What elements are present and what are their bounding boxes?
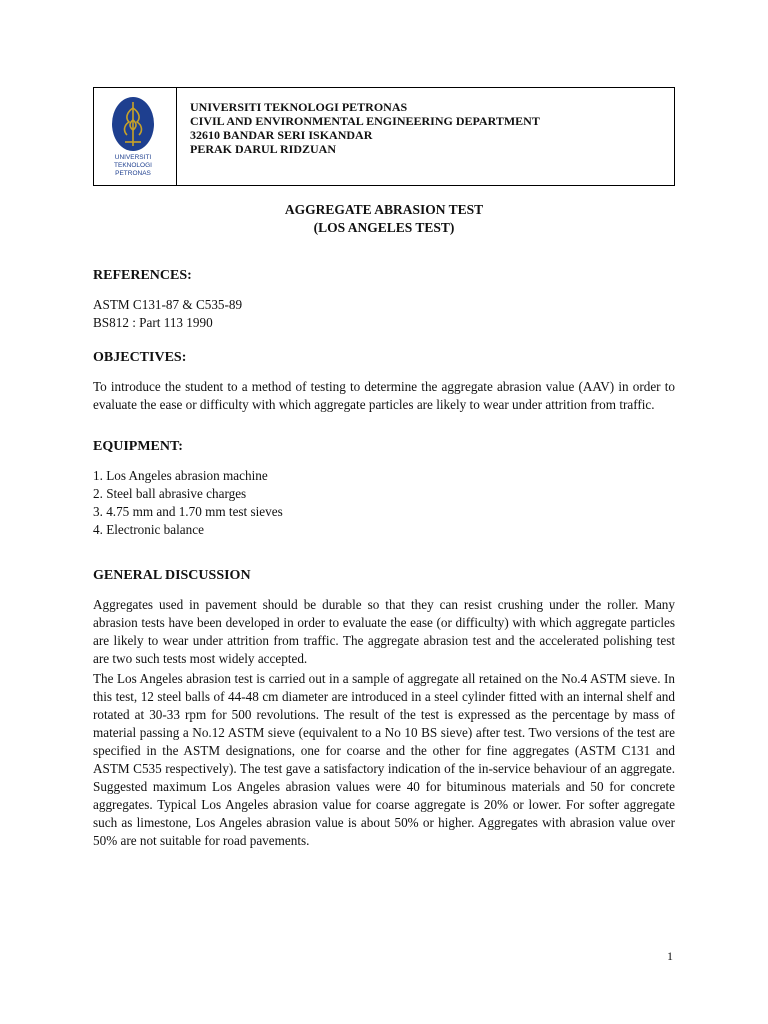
equipment-item: 3. 4.75 mm and 1.70 mm test sieves bbox=[93, 504, 283, 519]
equipment-item: 4. Electronic balance bbox=[93, 522, 204, 537]
equipment-heading: EQUIPMENT: bbox=[93, 439, 183, 454]
institution-name: UNIVERSITI TEKNOLOGI PETRONAS bbox=[190, 100, 408, 114]
discussion-paragraph-2: The Los Angeles abrasion test is carried out in a sample of aggregate all retained on the No.4 ASTM sieve. In this test, 12 steel balls of 44-48 cm diameter are introduced in a steel cylinder fitted with an internal shelf and rotated at 30-33 rpm for 500 revolutions. The result of the test is expressed as the percentage by mass of material passing a No.12 ASTM sieve (equivalent to a No 10 BS sieve) after test. Two versions of the test are specified in the ASTM designations, one for coarse and the other for fine aggregates (ASTM C131 and ASTM C535 respectively). The test gave a satisfactory indication of the in-service behaviour of an aggregate. Suggested maximum Los Angeles abrasion values were 40 for bituminous materials and 50 for concrete aggregates. Typical Los Angeles abrasion value for coarse aggregate is 20% or lower. For softer aggregate such as limestone, Los Angeles abrasion value is about 50% or higher. Aggregates with abrasion value over 50% are not suitable for road pavements. bbox=[93, 671, 675, 848]
equipment-list bbox=[93, 467, 675, 539]
discussion-paragraph-1: Aggregates used in pavement should be durable so that they can resist crushing under the roller. Many abrasion tests have been developed in order to evaluate the ease (or difficulty) with which aggregate particles are likely to wear under attrition from traffic. The aggregate abrasion test and the accelerated polishing test are two such tests most widely accepted. bbox=[93, 597, 675, 666]
equipment-item: 1. Los Angeles abrasion machine bbox=[93, 468, 268, 483]
letterhead-box bbox=[93, 87, 675, 186]
logo-cell bbox=[94, 88, 177, 185]
reference-item: ASTM C131-87 & C535-89 bbox=[93, 297, 243, 312]
department-name: CIVIL AND ENVIRONMENTAL ENGINEERING DEPARTMENT bbox=[190, 114, 540, 128]
logo-text-2: TEKNOLOGI bbox=[114, 161, 152, 169]
references-heading: REFERENCES: bbox=[93, 268, 192, 283]
logo-text-1: UNIVERSITI bbox=[114, 153, 152, 161]
document-title: AGGREGATE ABRASION TEST bbox=[284, 202, 484, 217]
discussion-heading: GENERAL DISCUSSION bbox=[93, 568, 251, 583]
address-line-1: 32610 BANDAR SERI ISKANDAR bbox=[190, 128, 373, 142]
reference-item: BS812 : Part 113 1990 bbox=[93, 315, 213, 330]
logo-text-3: PETRONAS bbox=[115, 169, 151, 177]
objectives-heading: OBJECTIVES: bbox=[93, 350, 187, 365]
university-logo bbox=[105, 94, 165, 180]
address-line-2: PERAK DARUL RIDZUAN bbox=[190, 142, 337, 156]
page-number: 1 bbox=[667, 949, 673, 963]
references-list bbox=[93, 296, 675, 332]
equipment-item: 2. Steel ball abrasive charges bbox=[93, 486, 247, 501]
objectives-text: To introduce the student to a method of testing to determine the aggregate abrasion value (AAV) in order to evaluate the ease or difficulty with which aggregate particles are likely to wear under attrition from traffic. bbox=[93, 379, 675, 412]
document-subtitle: (LOS ANGELES TEST) bbox=[313, 220, 455, 235]
institution-info bbox=[177, 88, 540, 185]
